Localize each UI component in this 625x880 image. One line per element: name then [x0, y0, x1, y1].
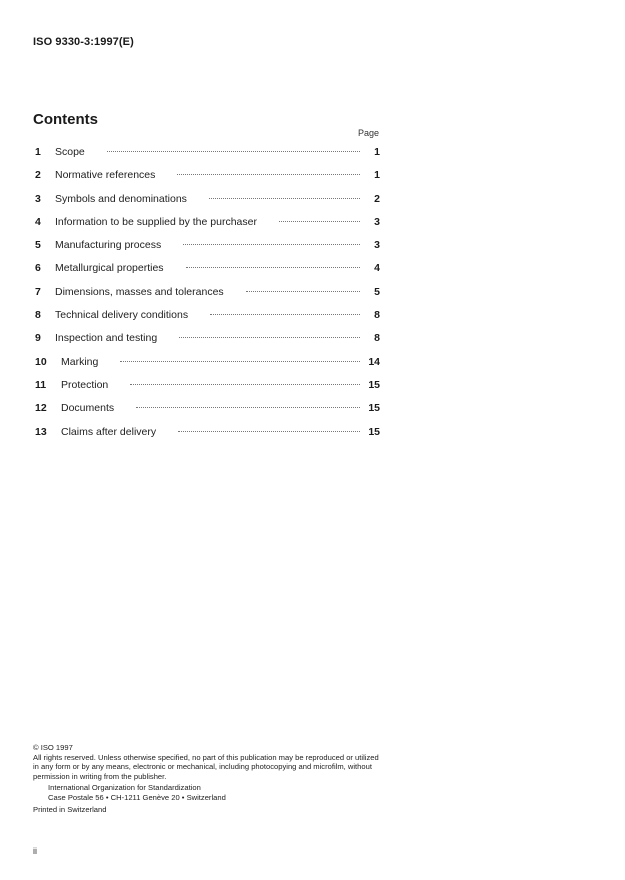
toc-entry-4[interactable] [35, 216, 380, 239]
toc-leader-dots [186, 267, 360, 268]
toc-entry-5[interactable] [35, 239, 380, 262]
toc-entry-page: 3 [374, 215, 380, 228]
page-column-label: Page [358, 128, 380, 138]
toc-entry-6[interactable] [35, 262, 380, 285]
toc-entry-page: 1 [374, 146, 380, 158]
toc-entry-number: 11 [35, 378, 47, 391]
toc-entry-number: 5 [35, 239, 41, 252]
toc-leader-dots [183, 244, 360, 245]
toc-entry-1[interactable] [35, 146, 380, 169]
toc-entry-page: 5 [374, 285, 380, 298]
toc-leader-dots [179, 337, 360, 338]
toc-entry-title: Dimensions, masses and tolerances [55, 285, 224, 298]
toc-leader-dots [209, 198, 360, 199]
toc-leader-dots [130, 384, 360, 385]
toc-entry-9[interactable] [35, 332, 380, 355]
toc-entry-title: Inspection and testing [55, 332, 158, 345]
toc-entry-title: Protection [61, 378, 109, 391]
toc-entry-page: 3 [374, 239, 380, 252]
toc-entry-title: Technical delivery conditions [55, 309, 189, 322]
rights-statement: All rights reserved. Unless otherwise specified, no part of this publication may be reproduced or utilized in any form or by any means, electronic or mechanical, including photocopying and microfilm, without permission in writing from the publisher. [33, 752, 379, 781]
copyright-notice [33, 743, 383, 814]
printed-in: Printed in Switzerland [33, 804, 107, 814]
toc-entry-title: Information to be supplied by the purchaser [55, 215, 257, 228]
toc-entry-page: 8 [374, 309, 380, 322]
toc-entry-page: 8 [374, 332, 380, 345]
toc-entry-number: 10 [35, 355, 47, 368]
toc-entry-number: 9 [35, 332, 41, 345]
toc-leader-dots [210, 314, 360, 315]
toc-entry-title: Normative references [55, 169, 156, 182]
toc-entry-13[interactable] [35, 426, 380, 449]
toc-entry-page: 15 [368, 378, 380, 391]
toc-entry-title: Manufacturing process [55, 239, 162, 252]
toc-entry-title: Marking [61, 355, 99, 368]
toc-entry-page: 2 [374, 192, 380, 205]
toc-entry-10[interactable] [35, 356, 380, 379]
toc-entry-12[interactable] [35, 402, 380, 425]
toc-entry-number: 13 [35, 425, 47, 438]
table-of-contents [35, 146, 380, 449]
toc-entry-title: Documents [61, 402, 115, 415]
toc-leader-dots [279, 221, 360, 222]
toc-entry-number: 4 [35, 215, 41, 228]
toc-entry-title: Scope [55, 146, 85, 158]
toc-entry-page: 14 [368, 355, 380, 368]
copyright-line: © ISO 1997 [33, 743, 73, 752]
toc-entry-page: 15 [368, 402, 380, 415]
toc-entry-number: 1 [35, 146, 41, 158]
toc-entry-page: 4 [374, 262, 380, 275]
toc-entry-number: 2 [35, 169, 41, 182]
toc-leader-dots [178, 431, 360, 432]
toc-entry-page: 1 [374, 169, 380, 182]
toc-leader-dots [246, 291, 360, 292]
toc-entry-number: 12 [35, 402, 47, 415]
toc-entry-number: 7 [35, 285, 41, 298]
document-id: ISO 9330-3:1997(E) [33, 36, 134, 48]
contents-heading: Contents [33, 111, 98, 128]
toc-entry-title: Claims after delivery [61, 425, 157, 438]
toc-entry-title: Metallurgical properties [55, 262, 164, 275]
organization-address: Case Postale 56 • CH-1211 Genève 20 • Switzerland [48, 792, 226, 802]
toc-entry-7[interactable] [35, 286, 380, 309]
toc-entry-number: 3 [35, 192, 41, 205]
toc-leader-dots [107, 151, 360, 152]
toc-leader-dots [136, 407, 360, 408]
toc-entry-3[interactable] [35, 193, 380, 216]
page-number: ii [33, 846, 37, 856]
toc-entry-number: 6 [35, 262, 41, 275]
toc-entry-11[interactable] [35, 379, 380, 402]
toc-entry-title: Symbols and denominations [55, 192, 187, 205]
toc-entry-8[interactable] [35, 309, 380, 332]
organization-name: International Organization for Standardization [48, 783, 201, 793]
toc-leader-dots [177, 174, 360, 175]
toc-entry-2[interactable] [35, 169, 380, 192]
toc-entry-page: 15 [368, 425, 380, 438]
toc-entry-number: 8 [35, 309, 41, 322]
toc-leader-dots [120, 361, 360, 362]
